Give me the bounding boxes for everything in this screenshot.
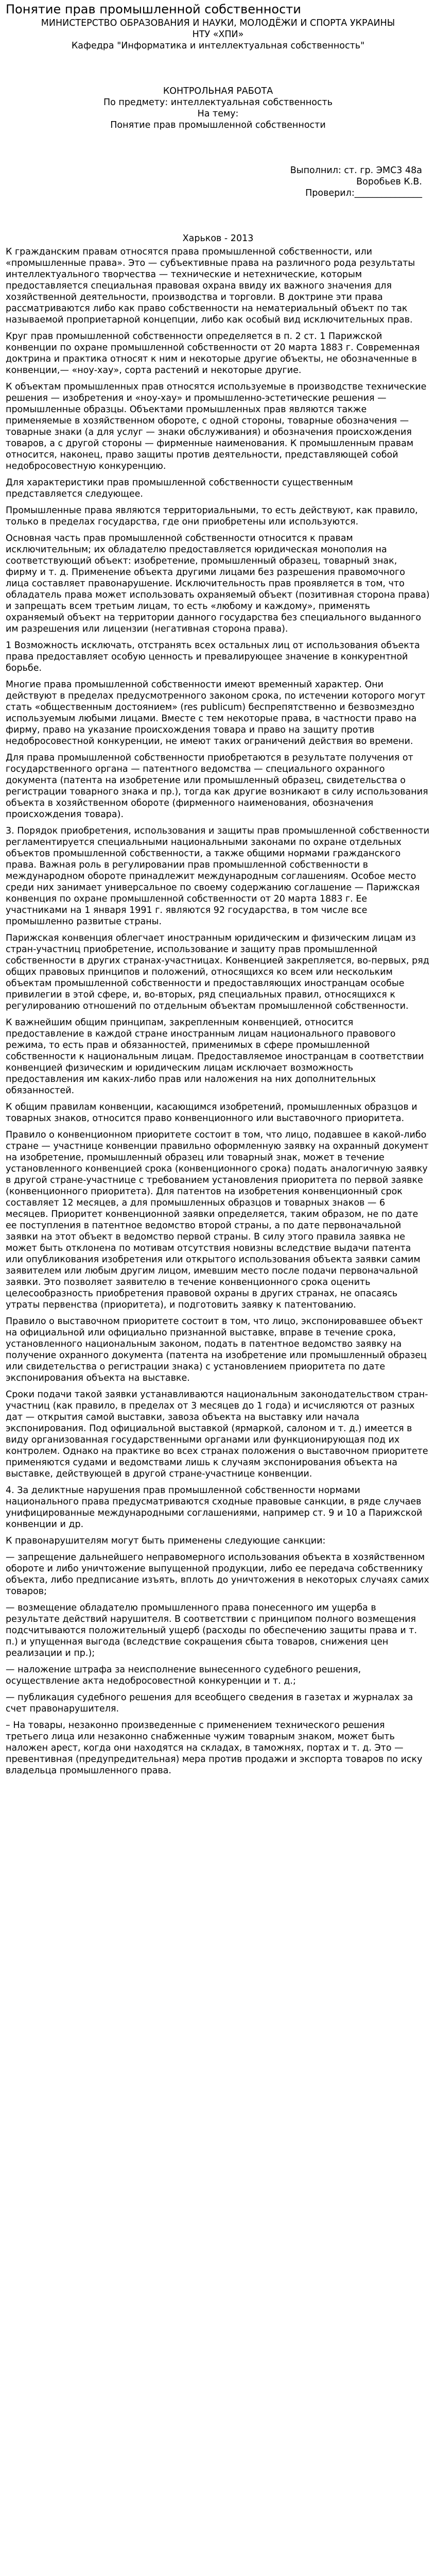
list-item: — наложение штрафа за неисполнение вынесенного судебного решения, осуществление акта недобросовестной конкуренции и т. д.; [6, 1665, 361, 1686]
paragraph: 3. Порядок приобретения, использования и защиты прав промышленной собственности регламентируется специальными национальными законами по охране отдельных объектов промышленной собственности, а также общими нормами гражданского права. Важная роль в регулировании прав промышленной собственности в международном обороте принадлежит международным соглашениям. Особое место среди них занимает универсальное по своему содержанию соглашение — Парижская конвенция по охране промышленной собственности от 20 марта 1883 г. Ее участниками на 1 января 1991 г. являются 92 государства, в том числе все промышленно развитые страны. [6, 826, 430, 927]
city-year: Харьков - 2013 [182, 233, 254, 244]
spacer [6, 74, 430, 86]
topic-title: Понятие прав промышленной собственности [110, 120, 326, 130]
paragraph: Правило о конвенционном приоритете состоит в том, что лицо, подавшее в какой-либо стране — участнице конвенции правильно оформленную заявку на охранный документ на изобретение, промышленный образец или товарный знак, может в течение установленного конвенцией срока (конвенционного срока) подать аналогичную заявку в другой стране-участнице с требованием установления приоритета по первой заявке (конвенционного приоритета). Для патентов на изобретения конвенционный срок составляет 12 месяцев, а для промышленных образцов и товарных знаков — 6 месяцев. Приоритет конвенционной заявки определяется, таким образом, не по дате ее поступления в патентное ведомство второй страны, а по дате первоначальной заявки на этот объект в ведомство первой страны. В силу этого правила заявка не может быть отклонена по мотивам отсутствия новизны вследствие выдачи патента или опубликования изобретения или открытого использования объекта заявки самим заявителем или любым другим лицом, имевшим место после подачи первоначальной заявки. Это позволяет заявителю в течение конвенционного срока оценить целесообразность приобретения правовой охраны в других странах, не опасаясь утраты первенства (приоритета), и подготовить заявку к патентованию. [6, 1130, 429, 1310]
spacer [6, 154, 430, 165]
university-line: НТУ «ХПИ» [192, 29, 244, 40]
paragraph: Основная часть прав промышленной собственности относится к правам исключительным; их обладателю предоставляется юридическая монополия на соответствующий объект: изобретение, промышленный образец, товарный знак, фирму и т. д. Применение объекта другими лицами без разрешения правомочного лица составляет правонарушение. Исключительность прав проявляется в том, что обладатель права может использовать охраняемый объект (позитивная сторона права) и запрещать всем третьим лицам, то есть «любому и каждому», применять охраняемый объект на территории данного государства без специального выданного им разрешения или лицензии (негативная сторона права). [6, 533, 430, 634]
spacer [6, 222, 430, 233]
sanctions-list [6, 1552, 430, 1776]
document-title: Понятие прав промышленной собственности [6, 2, 301, 16]
spacer [6, 52, 430, 74]
paragraph: К общим правилам конвенции, касающимся изобретений, промышленных образцов и товарных знаков, относится право конвенционного или выставочного приоритета. [6, 1102, 417, 1124]
paragraph: Круг прав промышленной собственности определяется в п. 2 ст. 1 Парижской конвенции по охране промышленной собственности от 20 марта 1883 г. Современная доктрина и практика относят к ним и некоторые другие объекты, не обозначенные в конвенции,— «ноу-хау», сорта растений и некоторые другие. [6, 331, 420, 376]
paragraph: 1 Возможность исключать, отстранять всех остальных лиц от использования объекта права предоставляет особую ценность и превалирующее значение в конкурентной борьбе. [6, 640, 420, 673]
paragraph: 4. За деликтные нарушения прав промышленной собственности нормами национального права предусматриваются сходные правовые санкции, в ряде случаев унифицированные международными соглашениями, например ст. 9 и 10 а Парижской конвенции и др. [6, 1485, 423, 1530]
body-text [6, 246, 430, 1776]
list-item: — запрещение дальнейшего неправомерного использования объекта в хозяйственном обороте и либо уничтожение выпущенной продукции, либо ее передача собственнику объекта, либо предписание изъять, вплоть до уничтожения в некоторых случаях самих товаров; [6, 1552, 429, 1597]
topic-label: На тему: [197, 109, 239, 119]
paragraph: К гражданским правам относятся права промышленной собственности, или «промышленные права». Это — субъективные права на различного рода результаты интеллектуального творчества — технические и нетехнические, которым предоставляется специальная правовая охрана ввиду их важного значения для хозяйственной деятельности, производства и торговли. В доктрине эти права рассматриваются либо как право собственности на нематериальный объект по так называемой проприетарной концепции, либо как особый вид исключительных прав. [6, 247, 415, 325]
spacer [6, 131, 430, 154]
subject-line: По предмету: интеллектуальная собственность [103, 97, 333, 108]
paragraph: Многие права промышленной собственности имеют временный характер. Они действуют в пределах предусмотренного законом срока, по истечении которого могут стать «общественным достоянием» (res publicum) беспрепятственно и безвозмездно используемым любыми лицами. Вместе с тем некоторые права, в частности право на фирму, право на указание происхождения товара и право на защиту против недобросовестной конкуренции, не имеют таких ограничений действия во времени. [6, 680, 426, 747]
list-item: – На товары, незаконно произведенные с применением технического решения третьего лица или незаконно снабженные чужим товарным знаком, может быть наложен арест, когда они находятся на складах, в таможнях, портах и т. д. Это — превентивная (предупредительная) мера против продажи и экспорта товаров по иску владельца промышленного права. [6, 1720, 423, 1776]
paragraph: Для права промышленной собственности приобретаются в результате получения от государственного органа — патентного ведомства — специального охранного документа (патента на изобретение или промышленный образец, свидетельства о регистрации товарного знака и пр.), тогда как другие возникают в силу использования объекта в хозяйственном обороте (фирменного наименования, обозначения происхождения товара). [6, 753, 428, 820]
paragraph: Правило о выставочном приоритете состоит в том, что лицо, экспонировавшее объект на официальной или официально признанной выставке, вправе в течение срока, установленного национальным законом, подать в патентное ведомство заявку на получение охранного документа (патента на изобретение или промышленный образец или свидетельства о регистрации знака) с установлением приоритета по дате экспонирования объекта на выставке. [6, 1316, 427, 1383]
list-item: — публикация судебного решения для всеобщего сведения в газетах и журналах за счет правонарушителя. [6, 1692, 413, 1714]
list-item: — возмещение обладателю промышленного права понесенного им ущерба в результате действий нарушителя. В соответствии с принципом полного возмещения подсчитываются положительный ущерб (расходы по обеспечению защиты права и т. п.) и упущенная выгода (вследствие сокращения сбыта товаров, снижения цен реализации и пр.); [6, 1603, 417, 1658]
author-line: Выполнил: ст. гр. ЭМС3 48а [290, 165, 422, 176]
work-type: КОНТРОЛЬНАЯ РАБОТА [163, 86, 273, 96]
paragraph: Промышленные права являются территориальными, то есть действуют, как правило, только в пределах государства, где они приобретены или используются. [6, 505, 418, 527]
reviewer-line: Проверил:_______________ [305, 188, 422, 198]
paragraph: К правонарушителям могут быть применены следующие санкции: [6, 1536, 326, 1546]
spacer [6, 199, 430, 222]
ministry-line: МИНИСТЕРСТВО ОБРАЗОВАНИЯ И НАУКИ, МОЛОДЁЖИ И СПОРТА УКРАИНЫ [41, 18, 395, 28]
paragraph: Для характеристики прав промышленной собственности существенным представляется следующее. [6, 478, 353, 499]
paragraph: Парижская конвенция облегчает иностранным юридическим и физическим лицам из стран-участниц приобретение, использование и защиту прав промышленной собственности в других странах-участницах. Конвенцией закрепляется, во-первых, ряд общих правовых принципов и положений, относящихся ко всем или нескольким объектам промышленной собственности и предоставляющих иностранцам особые привилегии в этой сфере, и, во-вторых, ряд специальных правил, относящихся к регулированию отношений по отдельным объектам промышленной собственности. [6, 933, 429, 1011]
department-line: Кафедра "Информатика и интеллектуальная собственность" [71, 41, 365, 51]
author-name: Воробьев К.В. [356, 177, 422, 187]
paragraph: К важнейшим общим принципам, закрепленным конвенцией, относится предоставление в каждой стране иностранным лицам национального правового режима, то есть прав и обязанностей, применимых в сфере промышленной собственности к национальным лицам. Предоставляемое иностранцам в соответствии конвенцией физическим и юридическим лицам исключает возможность предоставления им каких-либо прав или наложения на них дополнительных обязанностей. [6, 1018, 424, 1096]
paragraph: Сроки подачи такой заявки устанавливаются национальным законодательством стран-участниц (как правило, в пределах от 3 месяцев до 1 года) и исчисляются от разных дат — открытия самой выставки, завоза объекта на выставку или начала экспонирования. Под официальной выставкой (ярмаркой, салоном и т. д.) имеется в виду организованная государственными органами или функционирующая под их контролем. Однако на практике во всех странах положения о выставочном приоритете применяются судами и ведомствами лишь к случаям экспонирования объекта на выставке, действующей в другой стране-участнице конвенции. [6, 1389, 428, 1479]
paragraph: К объектам промышленных прав относятся используемые в производстве технические решения — изобретения и «ноу-хау» и промышленно-эстетические решения — промышленные образцы. Объектами промышленных прав являются также применяемые в хозяйственном обороте, с одной стороны, товарные обозначения — товарные знаки (а для услуг — знаки обслуживания) и обозначения происхождения товаров, а с другой стороны — фирменные наименования. К промышленным правам относится, наконец, право защиты против деятельности, представляющей собой недобросовестную конкуренцию. [6, 382, 427, 471]
